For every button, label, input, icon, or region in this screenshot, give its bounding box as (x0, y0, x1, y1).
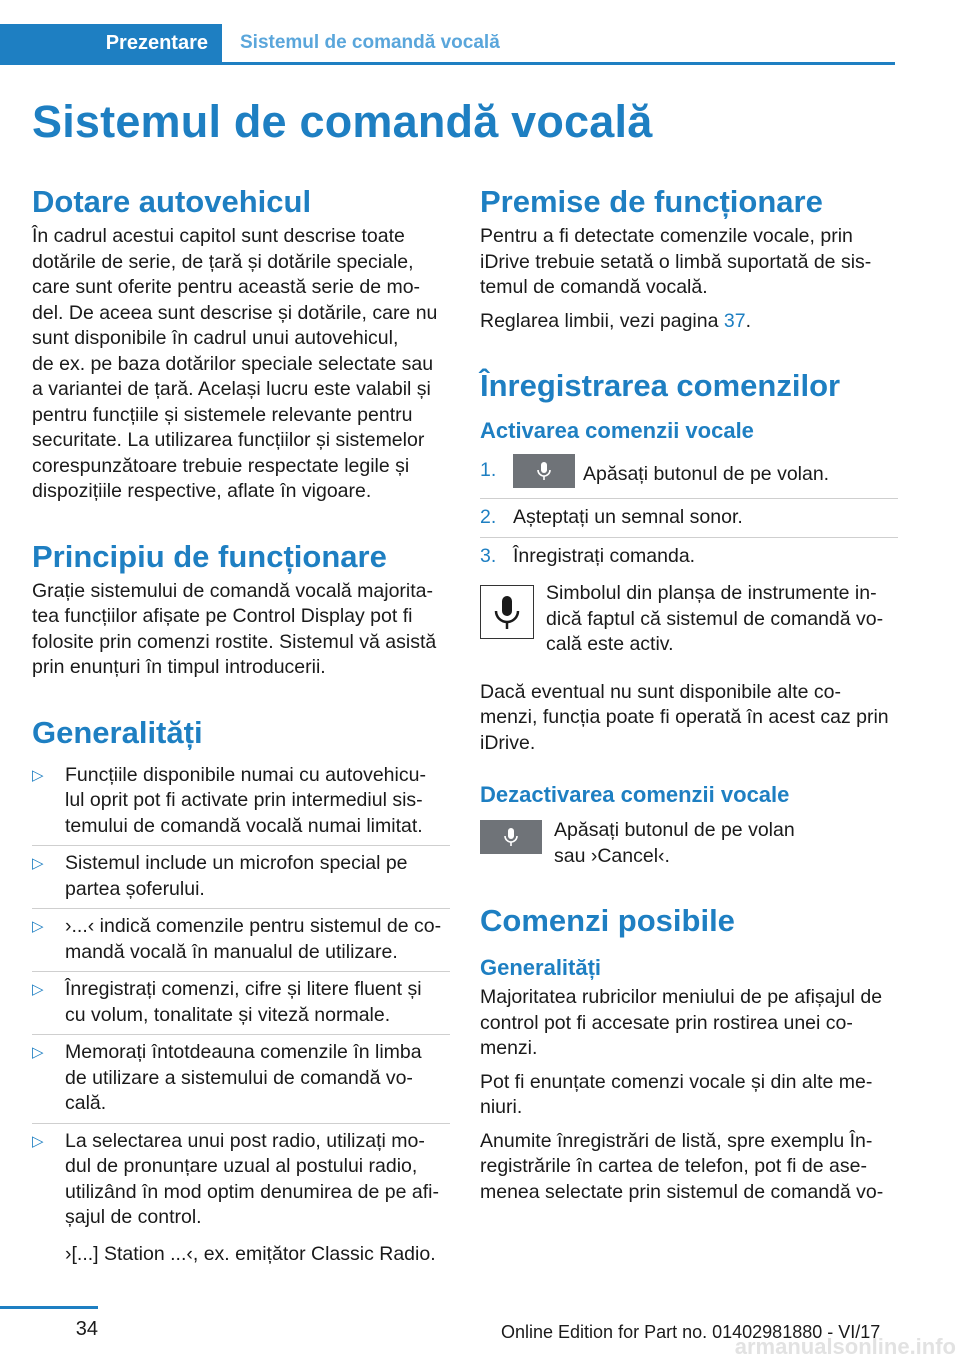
right-column (480, 180, 898, 1205)
step-item: 3. Înregistrați comanda. (480, 544, 696, 567)
paragraph-comenzi-3: Anumite înregistrări de listă, spre exemplu În‐ registrările în cartea de telefon, pot fi de ase‐ menea selectate prin sistemul de comandă vo‐ (480, 1129, 884, 1203)
triangle-bullet-icon: ▷ (32, 981, 44, 998)
footer-rule (0, 1306, 98, 1309)
paragraph-comenzi-2: Pot fi enunțate comenzi vocale și din alte me‐ niuri. (480, 1070, 873, 1118)
paragraph-principiu: Grație sistemului de comandă vocală majorita‐ tea funcțiilor afișate pe Control Display pot fi folosite prin comenzi rostite. Sistemul vă asistă prin enunțuri în timpul introducerii. (32, 579, 437, 678)
paragraph-premise: Pentru a fi detectate comenzile vocale, prin iDrive trebuie setată o limbă suportată de sis‐ temul de comandă vocală. (480, 225, 872, 298)
list-item: ▷ La selectarea unui post radio, utilizați mo‐ dul de pronunțare uzual al postului radio, utilizând în mod optim denumirea de pe afi‐ șajul de control. (32, 1129, 439, 1228)
heading-generalitati: Generalități (32, 714, 203, 750)
page-number: 34 (75, 1318, 98, 1340)
deactivate-note: Apăsați butonul de pe volan sau ›Cancel‹. (480, 818, 898, 869)
paragraph-comenzi-1: Majoritatea rubricilor meniului de pe afișajul de control pot fi accesate prin rostirea unei co‐ menzi. (480, 986, 883, 1059)
list-item: ▷ Funcțiile disponibile numai cu autovehicu‐ lul oprit pot fi activate prin intermediul sis‐ temului de comandă vocală numai limitat. (32, 763, 450, 847)
header-bar (0, 24, 895, 65)
heading-dotare: Dotare autovehicul (32, 184, 312, 219)
heading-dezactivare: Dezactivarea comenzii vocale (480, 782, 790, 807)
heading-comenzi: Comenzi posibile (480, 903, 735, 938)
paragraph-page-reference: Reglarea limbii, vezi pagina 37. (480, 309, 751, 332)
triangle-bullet-icon: ▷ (32, 855, 44, 872)
indicator-note: Simbolul din planșa de instrumente in‐ dică faptul că sistemul de comandă vo‐ cală este activ. (480, 581, 898, 658)
steps-list (480, 458, 898, 575)
bullet-list (32, 763, 450, 1237)
edition-text: Online Edition for Part no. 01402981880 - VI/17 (501, 1322, 881, 1342)
page-title: Sistemul de comandă vocală (32, 96, 653, 147)
triangle-bullet-icon: ▷ (32, 918, 44, 935)
list-item: ▷ Înregistrați comenzi, cifre și litere fluent și cu volum, tonalitate și viteză normale. (32, 977, 450, 1035)
triangle-bullet-icon: ▷ (32, 766, 44, 784)
step-item: 2. Așteptați un semnal sonor. (480, 505, 898, 538)
heading-comenzi-generalitati: Generalități (480, 955, 602, 980)
heading-principiu: Principiu de funcționare (32, 538, 387, 574)
list-item: ▷ Memorați întotdeauna comenzile în limba de utilizare a sistemului de comandă vo‐ cală. (32, 1040, 450, 1124)
list-item: ▷ ›...‹ indică comenzile pentru sistemul de co‐ mandă vocală în manualul de utilizare. (32, 914, 450, 972)
tab-prezentare[interactable]: Prezentare (0, 24, 222, 62)
paragraph-fallback: Dacă eventual nu sunt disponibile alte co‐ menzi, funcția poate fi operată în acest caz prin iDrive. (480, 680, 889, 754)
voice-button-icon (513, 454, 575, 488)
voice-button-icon (480, 820, 542, 854)
triangle-bullet-icon: ▷ (32, 1132, 44, 1150)
microphone-icon (480, 585, 534, 639)
triangle-bullet-icon: ▷ (32, 1044, 44, 1061)
heading-inregistrare: Înregistrarea comenzilor (480, 368, 841, 403)
heading-activare: Activarea comenzii vocale (480, 418, 754, 443)
page-link[interactable]: 37 (723, 309, 746, 332)
watermark: armanualsonline.info (734, 1334, 956, 1359)
heading-premise: Premise de funcționare (480, 184, 823, 219)
tab-section-title[interactable]: Sistemul de comandă vocală (240, 32, 500, 53)
example-text: ›[...] Station ...‹, ex. emițător Classic Radio. (65, 1242, 436, 1265)
list-item: ▷ Sistemul include un microfon special pe partea șoferului. (32, 851, 450, 909)
left-column (32, 180, 450, 1267)
paragraph-dotare: În cadrul acestui capitol sunt descrise toate dotările de serie, de țară și dotările speciale, care sunt oferite pentru această serie de mo‐ del. De aceea sunt descrise și dotările, care nu sunt disponibile în cadrul unui autovehicul, de ex. pe baza dotărilor speciale selectate sau a variantei de țară. Același lucru este valabil și pentru funcțiile și sistemele relevante pentru securitate. La utilizarea funcțiilor și sistemelor corespunzătoare trebuie respectate legile și dispozițiile respective, aflate în vigoare. (32, 225, 438, 502)
step-item: 1. Apăsați butonul de pe volan. (480, 458, 898, 499)
